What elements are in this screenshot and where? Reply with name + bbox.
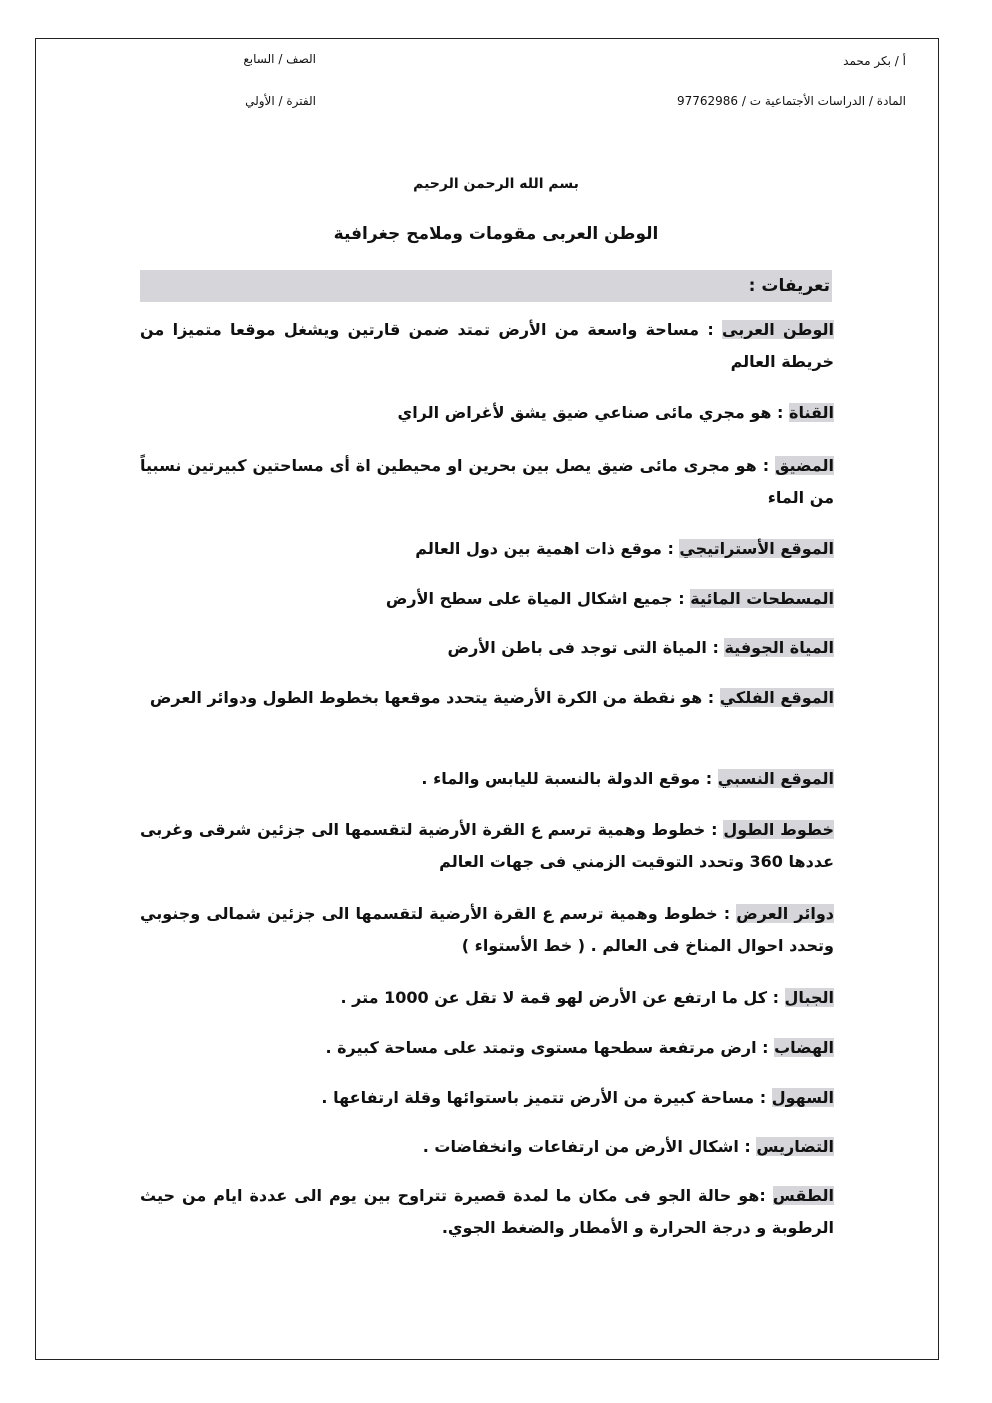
definition-text: : جميع اشكال المياة على سطح الأرض [385,589,691,608]
definition-text: : مساحة كبيرة من الأرض تتميز باستوائها وقلة ارتفاعها . [321,1088,772,1107]
definition-item [140,1032,834,1064]
grade-label: الصف / السابع [243,52,316,66]
page-title: الوطن العربى مقومات وملامح جغرافية [333,224,659,244]
definition-text: : خطوط وهمية ترسم ع القرة الأرضية لتقسمها الى جزئين شرقى وغربى عددها 360 وتحدد التوقيت الزمني فى جهات العالم [140,820,834,871]
definition-text: : مساحة واسعة من الأرض تمتد ضمن قارتين ويشغل موقعا متميزا من خريطة العالم [140,320,834,371]
teacher-name: أ / بكر محمد [843,54,906,68]
definition-term: خطوط الطول [723,820,835,839]
definition-text: : المياة التى توجد فى باطن الأرض [447,638,725,657]
definition-term: المياة الجوفية [724,638,834,657]
subject-and-phone: المادة / الدراسات الأجتماعية ت / 97762986 [676,94,906,108]
definition-text: : هو مجري مائى صناعي ضيق يشق لأغراض الراي [397,403,789,422]
definition-term: الهضاب [774,1038,834,1057]
definition-item [140,763,834,795]
definition-item [140,450,834,514]
definition-term: الجبال [784,988,834,1007]
definition-term: المسطحات المائية [690,589,834,608]
definition-text: : اشكال الأرض من ارتفاعات وانخفاضات . [422,1137,757,1156]
definition-text: : هو نقطة من الكرة الأرضية يتحدد موقعها بخطوط الطول ودوائر العرض [149,688,720,707]
definition-term: الموقع الفلكي [719,688,834,707]
definition-text: : كل ما ارتفع عن الأرض لهو قمة لا تقل عن 1000 متر . [340,988,785,1007]
term-label: الفترة / الأولي [245,94,316,108]
definition-item [140,533,834,565]
definition-term: الوطن العربى [722,320,835,339]
definition-term: القناة [789,403,834,422]
definition-text: : موقع ذات اهمية بين دول العالم [415,539,680,558]
definition-item [140,1082,834,1114]
definition-item [140,632,834,664]
definition-text: : خطوط وهمية ترسم ع القرة الأرضية لتقسمها الى جزئين شمالى وجنوبي وتحدد احوال المناخ فى العالم . ( خط الأستواء ) [140,904,834,955]
definition-text: : موقع الدولة بالنسبة لليابس والماء . [421,769,718,788]
definition-term: دوائر العرض [736,904,834,923]
definition-item [140,583,834,615]
definition-term: التضاريس [756,1137,834,1156]
definitions-heading: تعريفات : [140,270,832,302]
definition-item [140,814,834,878]
definition-term: المضيق [775,456,834,475]
definition-term: الموقع الأستراتيجي [679,539,834,558]
definition-term: الطقس [772,1186,834,1205]
definition-item [140,682,834,714]
definition-text: : ارض مرتفعة سطحها مستوى وتمتد على مساحة كبيرة . [325,1038,775,1057]
definition-term: السهول [771,1088,834,1107]
definition-item [140,397,834,429]
definition-item [140,1180,834,1244]
definition-item [140,1131,834,1163]
definition-term: الموقع النسبي [717,769,834,788]
definition-text: :هو حالة الجو فى مكان ما لمدة قصيرة تتراوح بين يوم الى عددة ايام من حيث الرطوبة و درجة الحرارة و الأمطار والضغط الجوي. [140,1186,834,1237]
definition-text: : هو مجرى مائى ضيق يصل بين بحرين او محيطين اة أى مساحتين كبيرتين نسبياً من الماء [140,456,834,507]
definition-item [140,898,834,962]
definition-item [140,314,834,378]
definition-item [140,982,834,1014]
basmala: بسم الله الرحمن الرحيم [413,176,579,192]
